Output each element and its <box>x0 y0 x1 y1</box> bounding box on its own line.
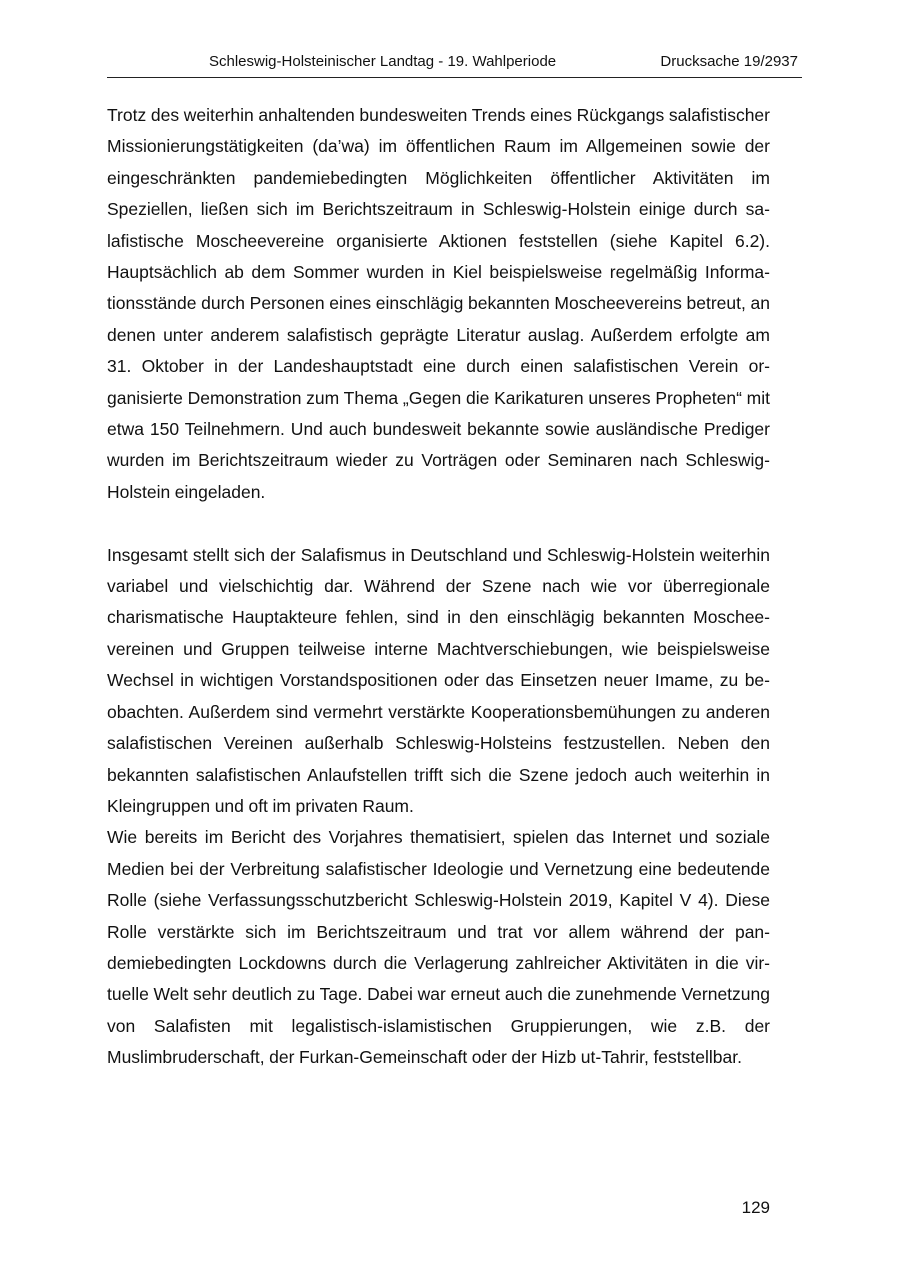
paragraph-3: Wie bereits im Bericht des Vorjahres thematisiert, spielen das Internet und soziale Medien bei der Verbreitung salafistischer Ideologie und Vernetzung eine bedeutende Rolle (siehe Verfassungsschutzbericht Schleswig-Holstein 2019, Kapitel V 4). Diese Rolle verstärkte sich im Berichtszeitraum und trat vor allem während der pandemiebedingten Lockdowns durch die Verlagerung zahlreicher Aktivitäten in die virtuelle Welt sehr deutlich zu Tage. Dabei war erneut auch die zunehmende Vernetzung von Salafisten mit legalistisch-islamistischen Gruppierungen, wie z.B. der Muslimbruderschaft, der Furkan-Gemeinschaft oder der Hizb ut-Tahrir, feststellbar. <box>107 827 770 1068</box>
page-header <box>107 50 802 78</box>
body-text <box>107 100 770 1074</box>
header-doc-number: Drucksache 19/2937 <box>660 53 798 70</box>
header-title: Schleswig-Holsteinischer Landtag - 19. Wahlperiode <box>209 53 557 70</box>
paragraph-2: Insgesamt stellt sich der Salafismus in Deutschland und Schleswig-Holstein weiterhin variabel und vielschichtig dar. Während der Szene nach wie vor überregionale charismatische Hauptakteure fehlen, sind in den einschlägig bekannten Moscheevereinen und Gruppen teilweise interne Machtverschiebungen, wie beispielsweise Wechsel in wichtigen Vorstandspositionen oder das Einsetzen neuer Imame, zu beobachten. Außerdem sind vermehrt verstärkte Kooperationsbemühungen zu anderen salafistischen Vereinen außerhalb Schleswig-Holsteins festzustellen. Neben den bekannten salafistischen Anlaufstellen trifft sich die Szene jedoch auch weiterhin in Kleingruppen und oft im privaten Raum. <box>107 544 770 816</box>
paragraph-1: Trotz des weiterhin anhaltenden bundesweiten Trends eines Rückgangs salafistischer Missionierungstätigkeiten (da’wa) im öffentlichen Raum im Allgemeinen sowie der eingeschränkten pandemiebedingten Möglichkeiten öffentlicher Aktivitäten im Speziellen, ließen sich im Berichtszeitraum in Schleswig-Holstein einige durch salafistische Moscheevereine organisierte Aktionen feststellen (siehe Kapitel 6.2). Hauptsächlich ab dem Sommer wurden in Kiel beispielsweise regelmäßig Informationsstände durch Personen eines einschlägig bekannten Moscheevereins betreut, an denen unter anderem salafistisch geprägte Literatur auslag. Außerdem erfolgte am 31. Oktober in der Landeshauptstadt eine durch einen salafistischen Verein organisierte Demonstration zum Thema „Gegen die Karikaturen unseres Propheten“ mit etwa 150 Teilnehmern. Und auch bundesweit bekannte sowie ausländische Prediger wurden im Berichtszeitraum wieder zu Vorträgen oder Seminaren nach Schleswig-Holstein eingeladen. <box>107 105 770 502</box>
paragraph-spacer <box>107 508 770 539</box>
page-number: 129 <box>741 1198 770 1217</box>
